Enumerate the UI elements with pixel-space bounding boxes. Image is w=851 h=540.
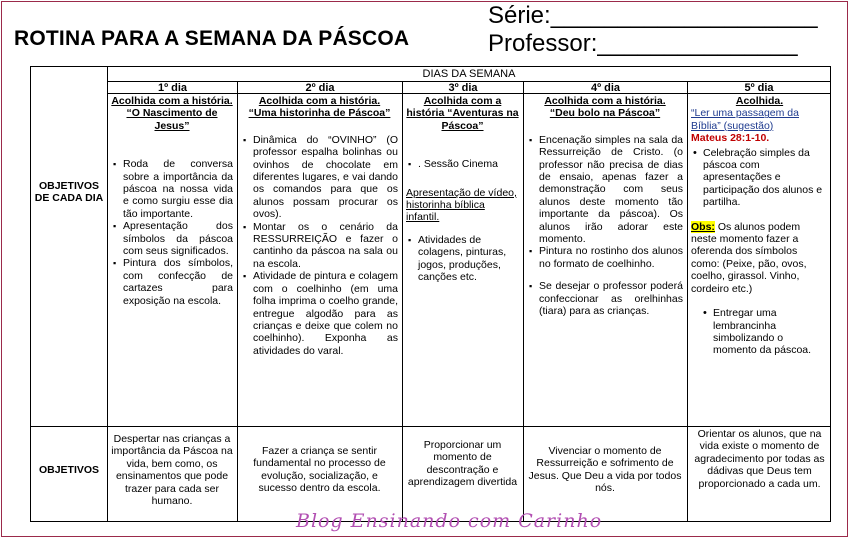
day-4-objective: Vivenciar o momento de Ressurreição e sofrimento de Jesus. Que Deu a vida por todos nós. (528, 445, 682, 495)
day-2-subheading: “Uma historinha de Páscoa” (248, 107, 391, 120)
day-2-objective: Fazer a criança se sentir fundamental no processo de evolução, socialização, e sucesso dentro da escola. (253, 445, 386, 495)
day-1-item: ▪ Apresentação dos símbolos da páscoa com seus significados. (123, 220, 233, 257)
day-2-heading: Acolhida com a história. (258, 95, 381, 107)
day-3-header: 3º dia (448, 82, 478, 94)
professor-field: Professor:_______________ (488, 30, 798, 57)
day-1-item: ▪ Roda de conversa sobre a importância da páscoa na nossa vida e como surgiu esse dia tão importante. (123, 158, 233, 220)
day-3-heading: Acolhida com a história “Aventuras na Páscoa” (406, 95, 519, 132)
row-label-daily: OBJETIVOS DE CADA DIA (34, 180, 104, 205)
day-5-verse: Mateus 28:1-10. (691, 132, 770, 145)
day-1-item: ▪ Pintura dos símbolos, com confecção de cartazes para exposição na escola. (123, 257, 233, 307)
day-5-content (691, 95, 828, 357)
day-3-item: ▪ . Sessão Cinema (418, 158, 519, 170)
day-5-objective: Orientar os alunos, que na vida existe o momento de agradecimento por todas as dádivas que Deus tem proporcionado a cada um. (694, 428, 825, 490)
day-4-content (527, 95, 683, 318)
day-2-content (241, 95, 398, 357)
day-1-header: 1º dia (157, 82, 188, 94)
day-2-item: ▪ Dinâmica do “OVINHO” (O professor espalha bolinhas ou ovinhos de chocolate em diferentes lugares, e vai dando os comandos para que os alunos possam procurar os ovos). (253, 134, 398, 221)
group-header: DIAS DA SEMANA (422, 68, 516, 80)
day-5-obs-label: Obs: (691, 220, 715, 233)
day-5-obs (691, 221, 828, 295)
day-3-video-link[interactable]: Apresentação de vídeo, historinha bíblica infantil. (406, 186, 517, 224)
day-1-heading: Acolhida com a história. (111, 95, 233, 107)
day-3-objective: Proporcionar um momento de descontração e aprendizagem divertida (407, 439, 518, 489)
blog-signature: Blog Ensinando com Carinho (296, 510, 603, 532)
day-2-item: ▪ Atividade de pintura e colagem com o coelhinho (em uma folha imprima o coelho grande, entregue algodão para as crianças e deixe que colem no coelhinho). Exponha as atividades do varal. (253, 270, 398, 357)
day-2-item: ▪ Montar os o cenário da RESSURREIÇÃO e fazer o cantinho da páscoa na sala ou na escola. (253, 221, 398, 271)
day-4-heading: Acolhida com a história. (544, 95, 666, 107)
day-4-item: ▪ Pintura no rostinho dos alunos no formato de coelhinho. (539, 245, 683, 270)
day-5-item: • Celebração simples da páscoa com apresentações e participação dos alunos e partilha. (703, 147, 828, 209)
day-1-content (111, 95, 233, 307)
day-4-item: ▪ Se desejar o professor poderá confeccionar as orelhinhas (tiara) para as crianças. (539, 280, 683, 317)
day-4-item: ▪ Encenação simples na sala da Ressurreição de Cristo. (o professor não precisa de dias de ensaio, apenas fazer a demonstração com seus alunos deste momento tão importante da páscoa). Os alunos irão adorar este momento. (539, 134, 683, 246)
row-label-objectives: OBJETIVOS (38, 464, 100, 476)
page-title: ROTINA PARA A SEMANA DA PÁSCOA (14, 27, 410, 50)
day-5-obs-text: Os alunos podem neste momento fazer a oferenda dos símbolos como: (Peixe, pão, ovos, coelho, girassol. Vinho, cordeiro etc.) (691, 220, 807, 295)
day-5-heading: Acolhida. (735, 95, 784, 107)
routine-table (30, 66, 831, 522)
day-2-header: 2º dia (305, 82, 335, 94)
day-1-objective: Despertar nas crianças a importância da Páscoa na vida, bem como, os ensinamentos que pode trazer para cada ser humano. (111, 433, 233, 508)
day-5-final-item: • Entregar uma lembrancinha simbolizando o momento da páscoa. (713, 307, 828, 357)
day-5-bible-link[interactable]: “Ler uma passagem da Bíblia” (sugestão) (691, 107, 799, 132)
day-3-content (406, 95, 519, 283)
day-5-header: 5º dia (744, 82, 774, 94)
day-3-item: ▪ Atividades de colagens, pinturas, jogos, produções, canções etc. (418, 234, 519, 284)
day-4-header: 4º dia (590, 82, 621, 94)
day-4-subheading: “Deu bolo na Páscoa” (549, 107, 661, 120)
day-1-subheading: “O Nascimento de Jesus” (126, 107, 218, 132)
serie-field: Série:____________________ (488, 2, 818, 29)
